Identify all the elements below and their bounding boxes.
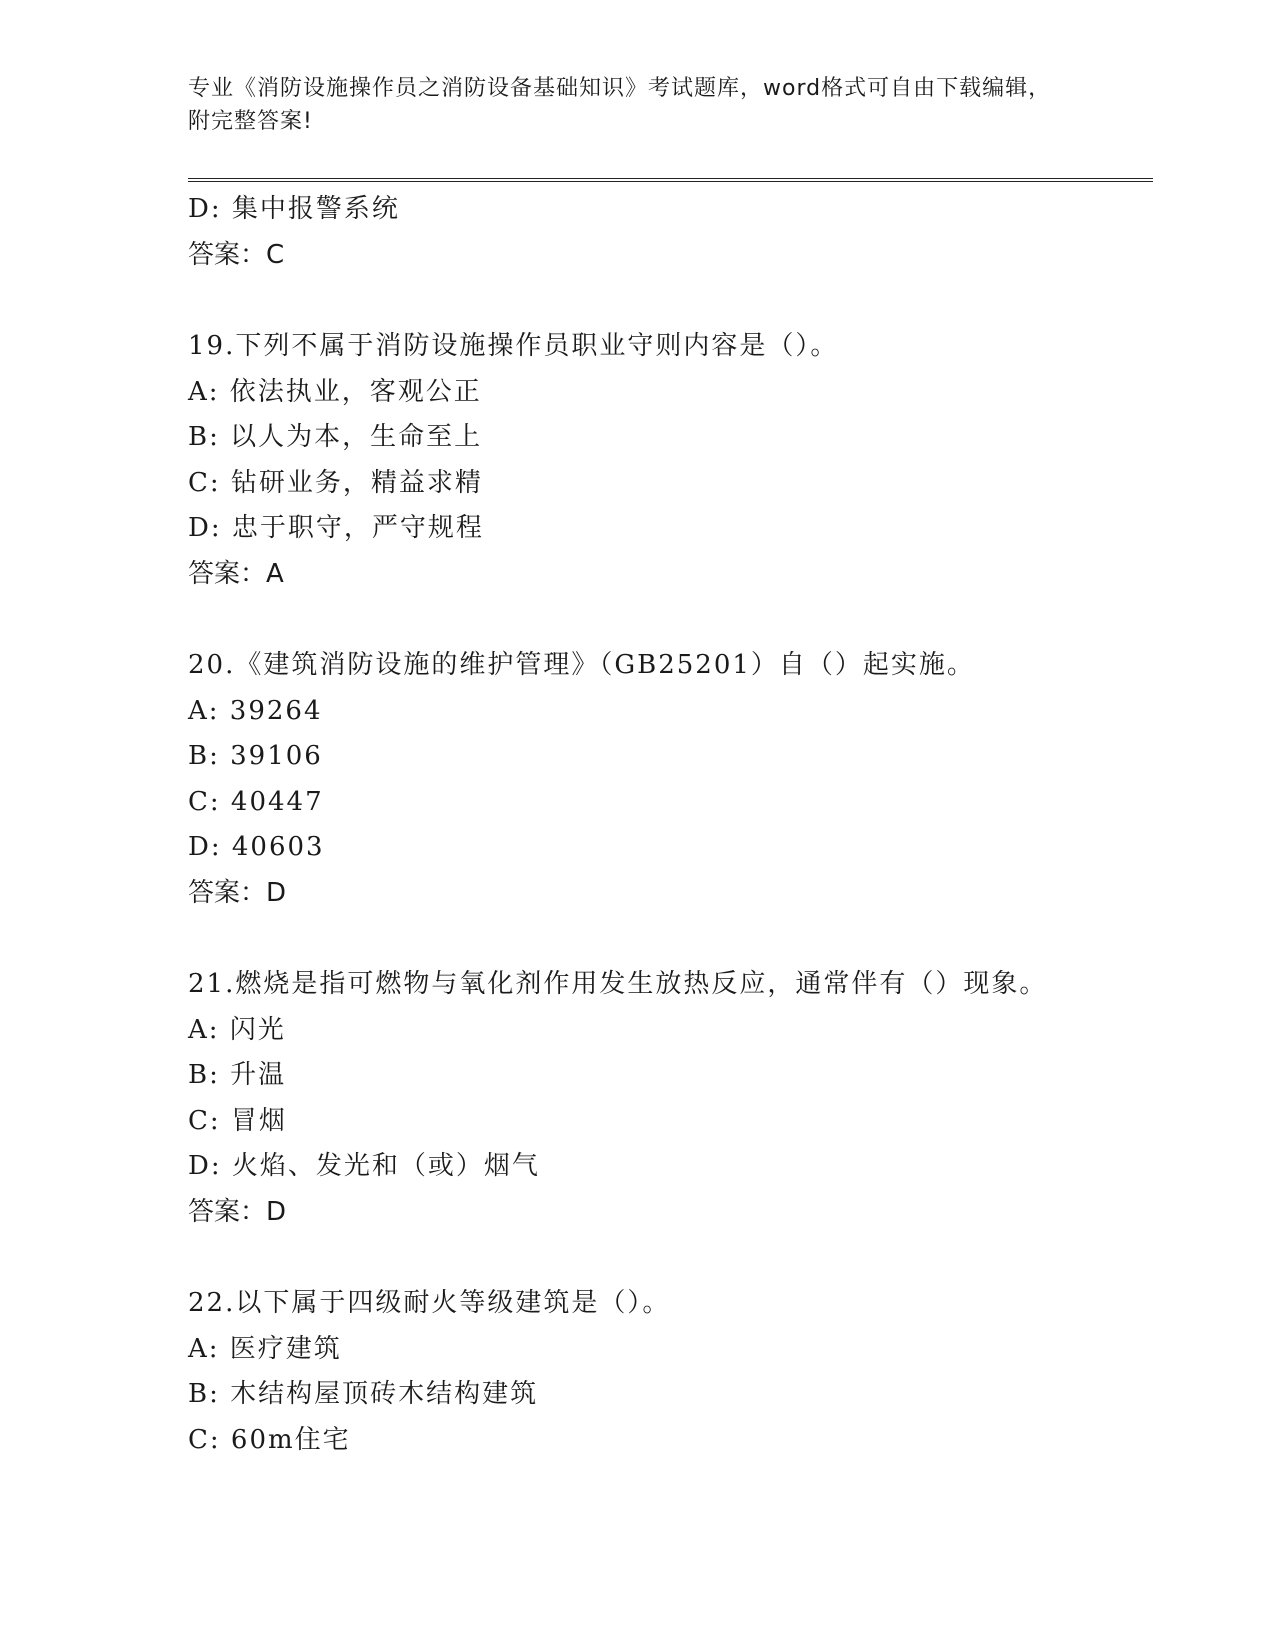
option-c: C: 钻研业务，精益求精 bbox=[188, 467, 483, 498]
header-divider bbox=[188, 178, 1153, 182]
option-b: B: 升温 bbox=[188, 1060, 287, 1090]
document-body bbox=[188, 187, 1153, 1463]
question-19 bbox=[188, 324, 1153, 597]
option-c: C: 60m住宅 bbox=[188, 1424, 351, 1455]
question-20 bbox=[188, 643, 1153, 916]
question-21 bbox=[188, 962, 1153, 1235]
option-d: D: 忠于职守，严守规程 bbox=[188, 513, 484, 543]
option-b: B: 木结构屋顶砖木结构建筑 bbox=[188, 1379, 539, 1409]
option-b: B: 以人为本，生命至上 bbox=[188, 422, 483, 452]
option-d: D: 集中报警系统 bbox=[188, 194, 400, 224]
answer-line: 答案：D bbox=[188, 877, 287, 908]
option-a: A: 39264 bbox=[188, 695, 323, 726]
option-a: A: 闪光 bbox=[188, 1014, 286, 1045]
option-c: C: 冒烟 bbox=[188, 1105, 287, 1136]
answer-line: 答案：C bbox=[188, 239, 285, 270]
option-a: A: 依法执业，客观公正 bbox=[188, 376, 482, 407]
question-stem: 19.下列不属于消防设施操作员职业守则内容是（）。 bbox=[188, 331, 839, 361]
option-d: D: 火焰、发光和（或）烟气 bbox=[188, 1151, 540, 1181]
option-c: C: 40447 bbox=[188, 786, 324, 817]
question-stem: 22.以下属于四级耐火等级建筑是（）。 bbox=[188, 1288, 671, 1318]
question-stem: 21.燃烧是指可燃物与氧化剂作用发生放热反应，通常伴有（）现象。 bbox=[188, 969, 1048, 999]
question-22 bbox=[188, 1281, 1153, 1463]
option-b: B: 39106 bbox=[188, 741, 323, 771]
option-a: A: 医疗建筑 bbox=[188, 1333, 342, 1364]
document-header: 专业《消防设施操作员之消防设备基础知识》考试题库，word格式可自由下载编辑，附完整答案! bbox=[188, 76, 1052, 134]
answer-line: 答案：A bbox=[188, 558, 284, 589]
answer-line: 答案：D bbox=[188, 1196, 287, 1227]
question-18-tail bbox=[188, 187, 1153, 278]
question-stem: 20.《建筑消防设施的维护管理》（GB25201）自（）起实施。 bbox=[188, 650, 975, 680]
option-d: D: 40603 bbox=[188, 832, 325, 862]
